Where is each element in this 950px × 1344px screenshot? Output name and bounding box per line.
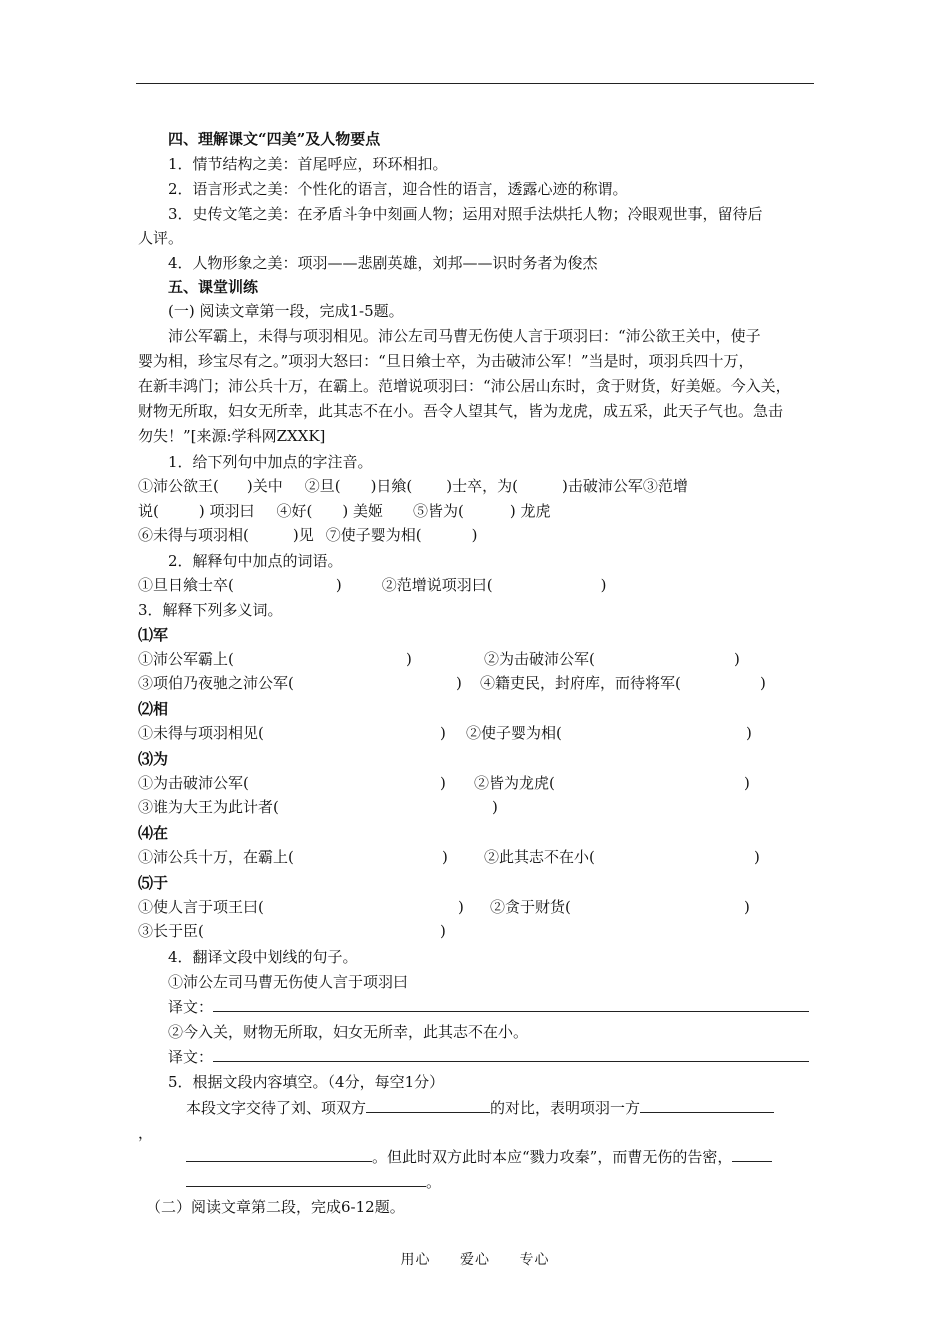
passage-line: 财物无所取，妇女无所幸，此其志不在小。吾令人望其气，皆为龙虎，成五采，此天子气也。急击 [138, 402, 784, 420]
q1-line1: ①沛公欲王( )关中 ②旦( )日飨( )士卒，为( )击破沛公军③范增 [138, 477, 688, 495]
q4-answer1: 译文： [168, 996, 818, 1018]
q3-row: ①使人言于项王曰( ) ②贪于财货( ) [138, 898, 750, 916]
section4-p2: 2．语言形式之美：个性化的语言，迎合性的语言，透露心迹的称谓。 [168, 180, 628, 198]
q3-row: ①沛公军霸上( ) ②为击破沛公军( ) [138, 650, 740, 668]
q3-word-wei: ⑶为 [138, 750, 169, 768]
q3-row: ③谁为大王为此计者( ) [138, 798, 498, 816]
q3-prompt: 3．解释下列多义词。 [138, 601, 283, 619]
q5-line1: 本段文字交待了刘、项双方 的对比，表明项羽一方 [186, 1097, 816, 1119]
passage-line: 勿失！”[来源:学科网ZXXK] [138, 427, 326, 445]
passage-line: 在新丰鸿门；沛公兵十万，在霸上。范增说项羽曰：“沛公居山东时，贪于财货，好美姬。今入关， [138, 377, 791, 395]
q5-comma: ， [138, 1124, 154, 1142]
q1-line2: 说( ) 项羽曰 ④好( ) 美姬 ⑤皆为( ) 龙虎 [138, 502, 551, 520]
q3-row: ③项伯乃夜驰之沛公军( ) ④籍吏民，封府库，而待将军( ) [138, 674, 766, 692]
footer [0, 1249, 950, 1269]
section4-p4: 4．人物形象之美：项羽——悲剧英雄，刘邦——识时务者为俊杰 [168, 254, 598, 272]
q2-prompt: 2．解释句中加点的词语。 [168, 552, 343, 570]
part1-intro: (一) 阅读文章第一段，完成1-5题。 [168, 302, 404, 320]
q1-line3: ⑥未得与项羽相( )见 ⑦使子婴为相( ) [138, 526, 478, 544]
section4-p1: 1．情节结构之美：首尾呼应，环环相扣。 [168, 155, 448, 173]
q5-line3: 。 [186, 1171, 816, 1193]
q4-sentence2: ②今入关，财物无所取，妇女无所幸，此其志不在小。 [168, 1023, 529, 1041]
q3-word-xiang: ⑵相 [138, 700, 169, 718]
part2-intro: （二）阅读文章第二段，完成6-12题。 [146, 1198, 405, 1216]
q3-row: ①为击破沛公军( ) ②皆为龙虎( ) [138, 774, 750, 792]
footer-item: 专心 [519, 1252, 550, 1268]
q5-line2: 。但此时双方此时本应“戮力攻秦”，而曹无伤的告密， [186, 1146, 816, 1168]
footer-item: 爱心 [460, 1252, 490, 1268]
footer-item: 用心 [400, 1252, 431, 1268]
passage-line: 沛公军霸上，未得与项羽相见。沛公左司马曹无伤使人言于项羽曰：“沛公欲王关中，使子 [168, 327, 761, 345]
q3-word-zai: ⑷在 [138, 824, 169, 842]
q3-row: ①沛公兵十万，在霸上( ) ②此其志不在小( ) [138, 848, 760, 866]
q4-prompt: 4．翻译文段中划线的句子。 [168, 948, 358, 966]
passage-line: 婴为相，珍宝尽有之。”项羽大怒曰：“旦日飨士卒，为击破沛公军！”当是时，项羽兵四十万， [138, 352, 754, 370]
section5-heading: 五、课堂训练 [168, 278, 259, 296]
q1-prompt: 1．给下列句中加点的字注音。 [168, 453, 373, 471]
q5-prompt: 5．根据文段内容填空。（4分，每空1分） [168, 1073, 445, 1091]
q4-answer2: 译文： [168, 1046, 818, 1068]
q3-row: ①未得与项羽相见( ) ②使子婴为相( ) [138, 724, 752, 742]
section4-p3b: 人评。 [138, 229, 184, 247]
q3-row: ③长于臣( ) [138, 922, 446, 940]
q3-word-jun: ⑴军 [138, 626, 169, 644]
q3-word-yu: ⑸于 [138, 874, 169, 892]
section4-heading: 四、理解课文“四美”及人物要点 [168, 130, 381, 148]
header-rule [136, 83, 814, 84]
section4-p3a: 3．史传文笔之美：在矛盾斗争中刻画人物；运用对照手法烘托人物；冷眼观世事，留待后 [168, 205, 763, 223]
q4-sentence1: ①沛公左司马曹无伤使人言于项羽曰 [168, 973, 409, 991]
q2-line1: ①旦日飨士卒( ) ②范增说项羽曰( ) [138, 576, 607, 594]
